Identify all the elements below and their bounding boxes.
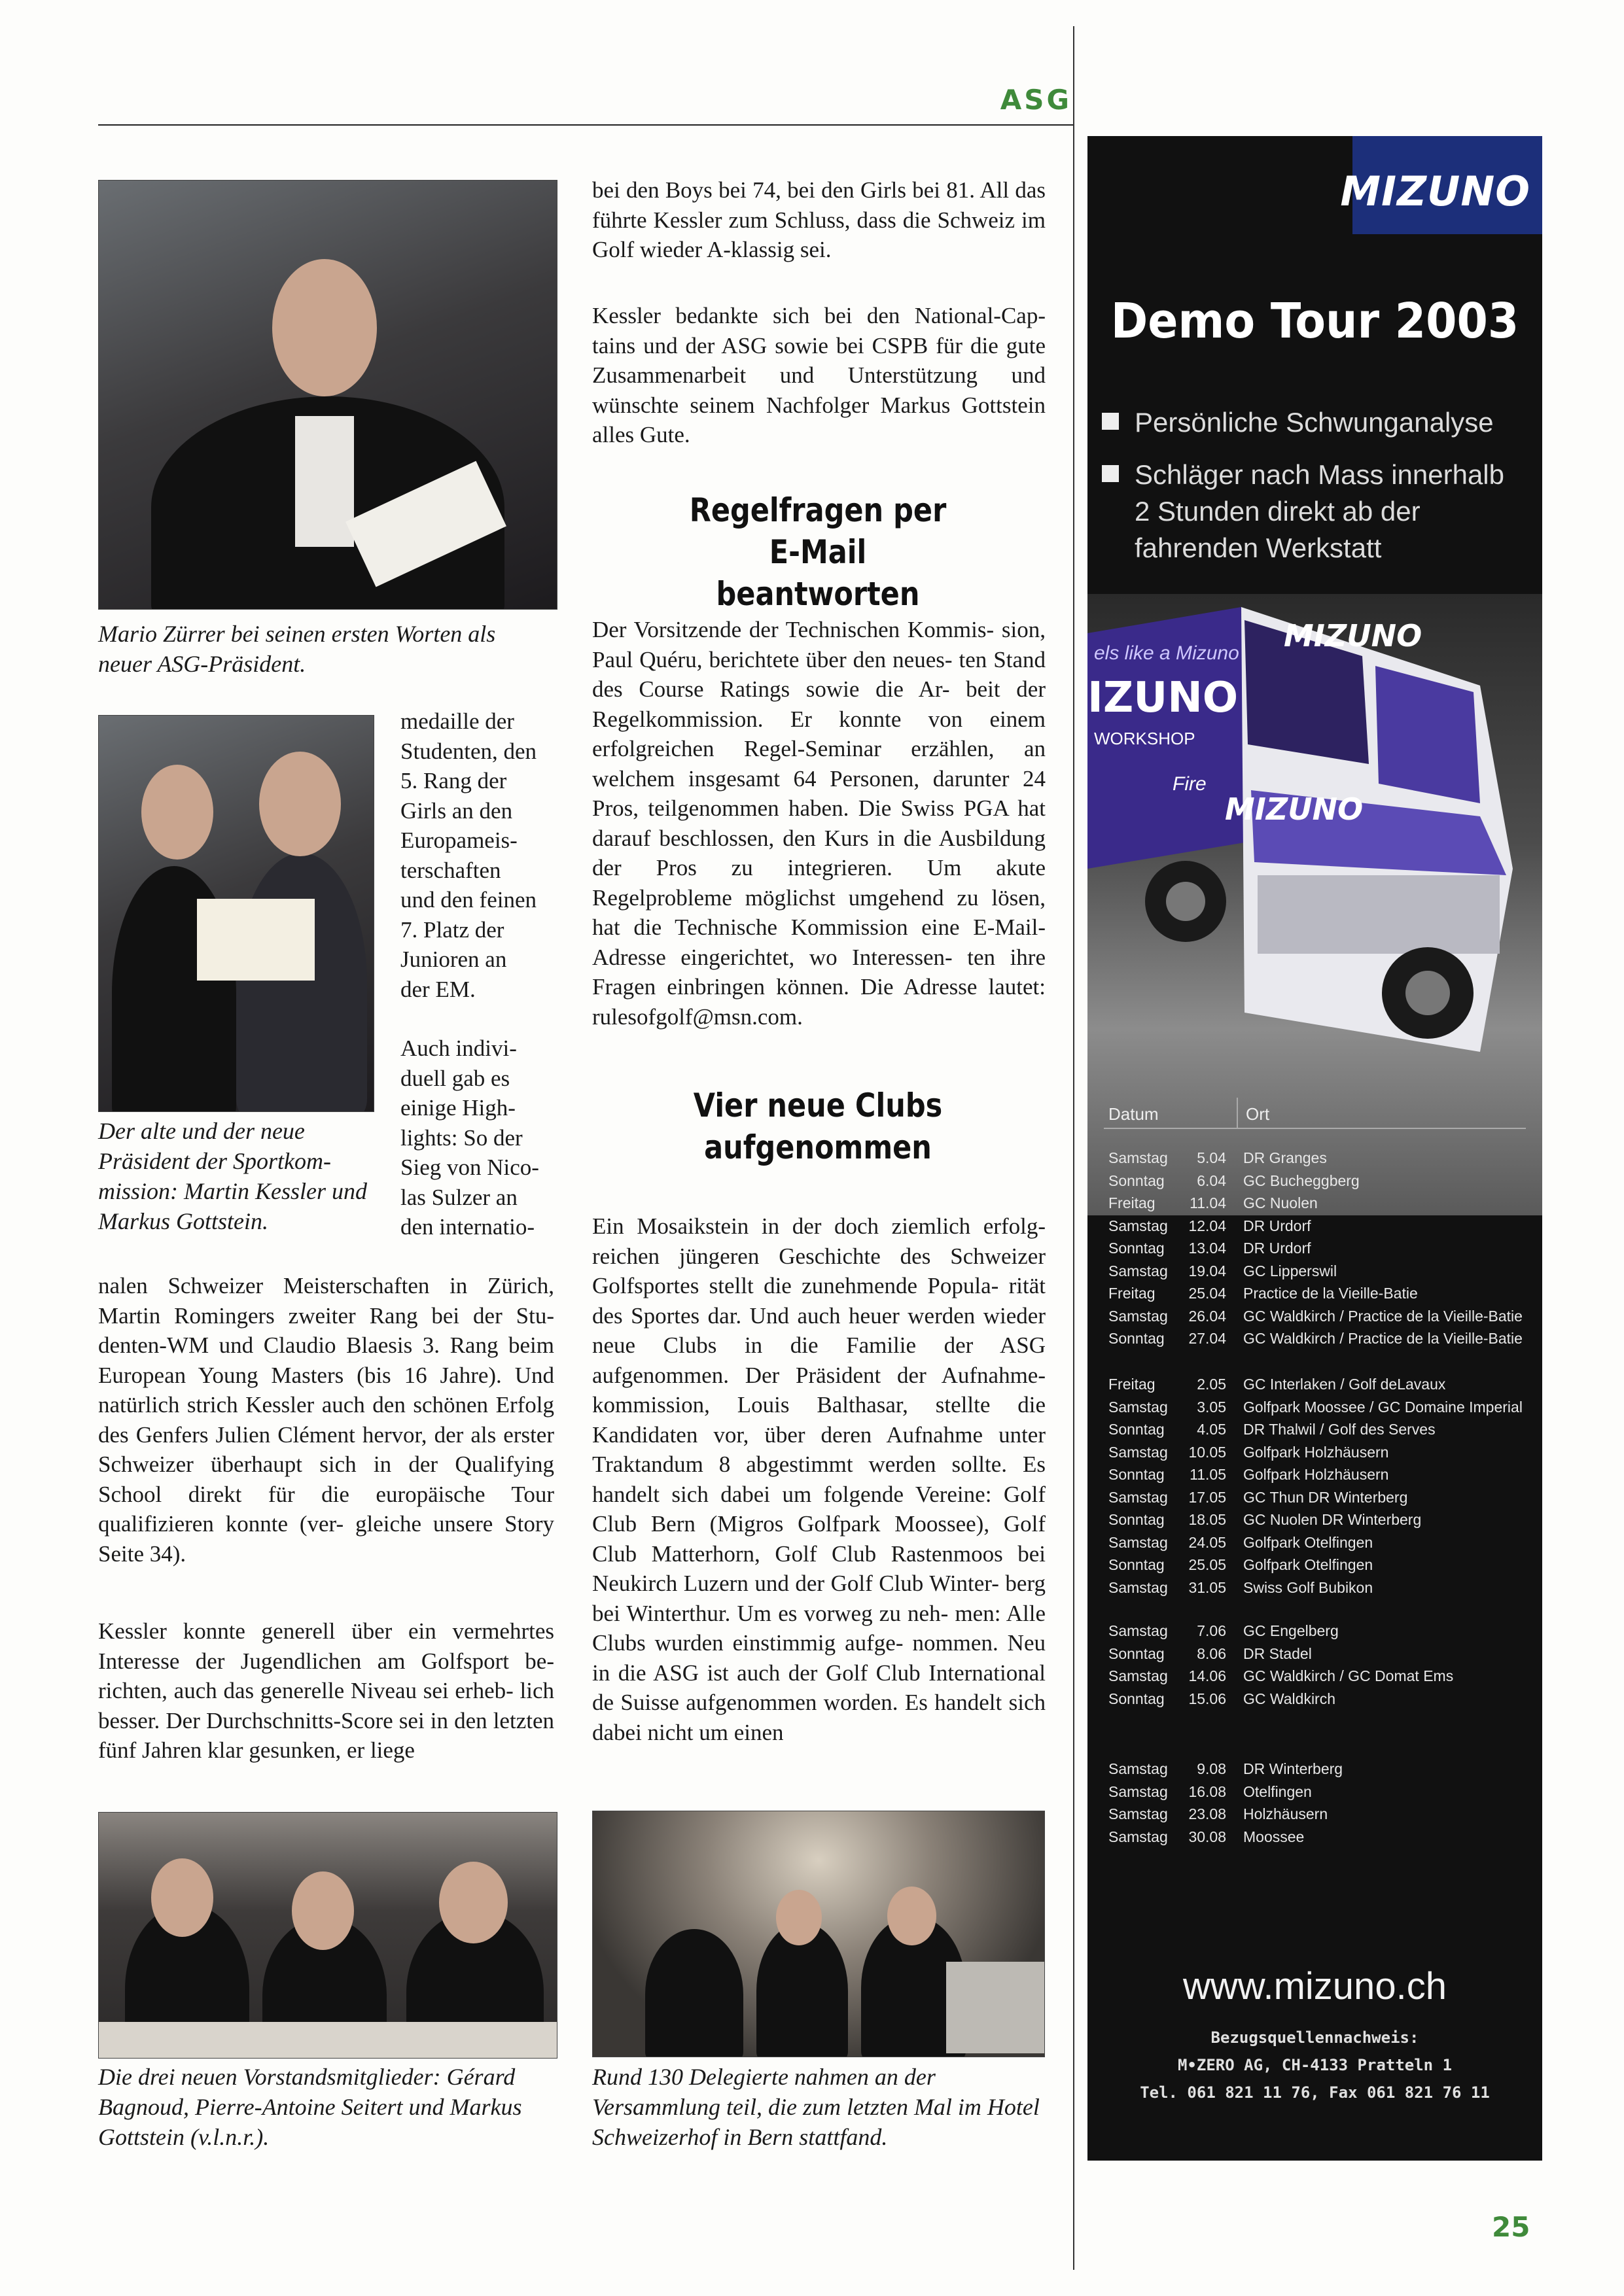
schedule-date: 4.05 <box>1197 1421 1226 1438</box>
schedule-day: Samstag <box>1108 1783 1168 1800</box>
schedule-day: Freitag <box>1108 1376 1156 1393</box>
caption-kessler-gottstein: Der alte und der neue Präsident der Sportkom- mission: Martin Kessler und Markus Gottstein. <box>98 1118 368 1234</box>
caption-new-board-members: Die drei neuen Vorstandsmitglieder: Gérard Bagnoud, Pierre-Antoine Seitert und Markus Gottstein (v.l.n.r.). <box>98 2064 522 2150</box>
article-paragraph: Kessler bedankte sich bei den National-Cap- tains und der ASG sowie bei CSPB für die gute Zusammenarbeit und Unterstützung und wünschte seinem Nachfolger Markus Gottstein alles Gute. <box>592 303 1046 447</box>
schedule-place: Otelfingen <box>1243 1783 1312 1800</box>
ad-title: Demo Tour 2003 <box>1110 293 1519 349</box>
schedule-place: GC Thun DR Winterberg <box>1243 1488 1408 1506</box>
brand-logo: ASG <box>1000 84 1072 116</box>
schedule-date: 14.06 <box>1188 1667 1226 1684</box>
schedule-day: Sonntag <box>1108 1330 1165 1347</box>
schedule-row <box>1108 1327 1541 1350</box>
wrap-line: terschaften <box>400 857 501 883</box>
wrap-line: einige High- <box>400 1095 516 1121</box>
schedule-row <box>1108 1576 1541 1599</box>
mizuno-advertisement <box>1087 136 1542 2161</box>
schedule-place: GC Waldkirch / Practice de la Vieille-Batie <box>1243 1330 1523 1347</box>
header-rule <box>98 124 1073 126</box>
photo-kessler-gottstein <box>98 715 374 1112</box>
bullet-text: Schläger nach Mass innerhalb <box>1135 459 1504 490</box>
photo-mario-zuerrer <box>98 180 557 610</box>
article-paragraph: nalen Schweizer Meisterschaften in Zürich, Martin Romingers zweiter Rang bei der Stu- denten-WM und Claudio Blaesis 3. Rang beim European Young Masters (bis 16 Jahre). Und natürlich strich Kessler auch den schönen Erfolg des Genfers Julien Clément hervor, der als erster Schweizer überhaupt sich in der Qualifying School direkt für die europäische Tour qualifizieren konnte (ver- gleiche unsere Story Seite 34). <box>98 1273 554 1567</box>
schedule-date: 10.05 <box>1188 1443 1226 1461</box>
bullet-text: Persönliche Schwunganalyse <box>1135 407 1494 438</box>
schedule-row <box>1108 1170 1541 1192</box>
schedule-place: GC Interlaken / Golf deLavaux <box>1243 1376 1446 1393</box>
schedule-row <box>1108 1237 1541 1260</box>
schedule-date: 11.04 <box>1190 1194 1226 1211</box>
schedule-day: Samstag <box>1108 1578 1168 1596</box>
schedule-place: DR Stadel <box>1243 1644 1312 1662</box>
schedule-date: 6.04 <box>1197 1172 1226 1189</box>
schedule-place: Golfpark Moossee / GC Domaine Imperial <box>1243 1398 1523 1416</box>
schedule-date: 18.05 <box>1188 1511 1226 1528</box>
article-paragraph: Ein Mosaikstein in der doch ziemlich erfolg- reichen jüngeren Geschichte des Schweizer Golfsportes stellt die zunehmende Popula- rität des Sportes dar. Und auch heuer werden wieder neue Clubs in die Familie der ASG aufgenommen. Der Präsident der Aufnahme- kommission, Louis Balthasar, stellte die Kandidaten vor, über deren Aufnahme unter Traktandum 8 abgestimmt werden sollte. Es handelt sich dabei um folgende Vereine: Golf Club Bern (Migros Golfpark Moossee), Golf Club Matterhorn, Golf Club Rastenmoos bei Neukirch Luzern und der Golf Club Winter- berg bei Winterthur. Um es vorweg zu neh- men: Alle Clubs wurden einstimmig aufge- nommen. Neu in die ASG ist auch der Golf Club International de Suisse aufgenommen worden. Es handelt sich dabei nicht um einen <box>592 1213 1046 1745</box>
schedule-row <box>1108 1665 1541 1688</box>
column-divider <box>1073 26 1074 2270</box>
schedule-place: GC Waldkirch <box>1243 1690 1335 1707</box>
schedule-row <box>1108 1215 1541 1238</box>
wrap-line: medaille der <box>400 708 514 734</box>
article-paragraph: bei den Boys bei 74, bei den Girls bei 81. All das führte Kessler zum Schluss, dass die Schweiz im Golf wieder A-klassig sei. <box>592 177 1046 262</box>
schedule-date: 25.04 <box>1188 1285 1226 1302</box>
schedule-place: DR Urdorf <box>1243 1217 1311 1234</box>
wrap-line: 7. Platz der <box>400 916 504 943</box>
schedule-date: 5.04 <box>1197 1149 1226 1166</box>
schedule-row <box>1108 1620 1541 1643</box>
schedule-date: 2.05 <box>1197 1376 1226 1393</box>
schedule-place: GC Engelberg <box>1243 1622 1339 1639</box>
schedule-date: 27.04 <box>1188 1330 1226 1347</box>
schedule-day: Sonntag <box>1108 1511 1165 1528</box>
header-date: Datum <box>1108 1104 1159 1124</box>
schedule-row <box>1108 1643 1541 1665</box>
truck-workshop: WORKSHOP <box>1094 729 1195 748</box>
schedule-place: Golfpark Holzhäusern <box>1243 1443 1389 1461</box>
wrap-line: und den feinen <box>400 887 537 913</box>
wrap-line: Sieg von Nico- <box>400 1155 539 1180</box>
article-paragraph: Der Vorsitzende der Technischen Kommis- sion, Paul Quéru, berichtete über den neues- ten Stand des Course Ratings sowie die Ar- beit der Regelkommission. Er konnte von einem erfolgreichen Regel-Seminar erzählen, an welchem insgesamt 64 Personen, darunter 24 Pros, teilgenommen haben. Die Swiss PGA hat darauf beschlossen, den Kurs in die Ausbildung der Pros zu integrieren. Um akute Regelprobleme möglichst umgehend zu lösen, hat die Technische Kommission eine E-Mail-Adresse eingerichtet, wo Interessen- ten ihre Fragen einbringen können. Die Adresse lautet: rulesofgolf@msn.com. <box>592 617 1046 1030</box>
schedule-date: 19.04 <box>1188 1262 1226 1279</box>
schedule-day: Sonntag <box>1108 1644 1165 1662</box>
schedule-date: 16.08 <box>1188 1783 1226 1800</box>
schedule-date: 13.04 <box>1188 1240 1226 1257</box>
truck-side-logo: MIZUNO <box>1225 791 1364 827</box>
schedule-row <box>1108 1260 1541 1283</box>
schedule-row <box>1108 1463 1541 1486</box>
schedule-date: 9.08 <box>1197 1760 1226 1777</box>
schedule-date: 30.08 <box>1188 1828 1226 1845</box>
truck-fire: Fire <box>1173 773 1207 795</box>
schedule-day: Samstag <box>1108 1828 1168 1845</box>
schedule-place: GC Nuolen DR Winterberg <box>1243 1511 1422 1528</box>
schedule-date: 12.04 <box>1188 1217 1226 1234</box>
wrap-line: duell gab es <box>400 1065 510 1091</box>
page-number: 25 <box>1492 2211 1530 2243</box>
schedule-place: Holzhäusern <box>1243 1805 1328 1822</box>
wrap-text-column <box>400 706 554 1242</box>
section-heading-vier-neue-clubs: Vier neue Clubs aufgenommen <box>693 1087 943 1166</box>
schedule-place: Golfpark Otelfingen <box>1243 1533 1373 1551</box>
schedule-place: Swiss Golf Bubikon <box>1243 1578 1373 1596</box>
schedule-table-june <box>1108 1620 1541 1710</box>
schedule-row <box>1108 1147 1541 1170</box>
schedule-date: 7.06 <box>1197 1622 1226 1639</box>
schedule-day: Sonntag <box>1108 1466 1165 1483</box>
wrap-line <box>400 1004 554 1034</box>
schedule-row <box>1108 1396 1541 1419</box>
schedule-date: 8.06 <box>1197 1644 1226 1662</box>
schedule-day: Samstag <box>1108 1398 1168 1416</box>
schedule-day: Sonntag <box>1108 1556 1165 1573</box>
schedule-place: GC Waldkirch / Practice de la Vieille-Batie <box>1243 1307 1523 1325</box>
website-url[interactable]: www.mizuno.ch <box>1183 1965 1447 2008</box>
supplier-title: Bezugsquellennachweis: <box>1210 2028 1419 2047</box>
schedule-place: DR Winterberg <box>1243 1760 1343 1777</box>
wrap-line: Europameis- <box>400 827 518 853</box>
photo-delegates-assembly <box>592 1811 1045 2057</box>
wrap-line: Junioren an <box>400 947 507 972</box>
schedule-table-may <box>1108 1373 1541 1599</box>
schedule-day: Samstag <box>1108 1805 1168 1822</box>
schedule-row <box>1108 1758 1541 1781</box>
schedule-date: 31.05 <box>1188 1578 1226 1596</box>
wrap-line: Girls an den <box>400 797 513 824</box>
schedule-day: Samstag <box>1108 1443 1168 1461</box>
wrap-line: Studenten, den <box>400 738 537 764</box>
wrap-line: der EM. <box>400 976 476 1002</box>
schedule-row <box>1108 1826 1541 1849</box>
schedule-day: Samstag <box>1108 1533 1168 1551</box>
mizuno-logo: MIZUNO <box>1340 167 1530 215</box>
wrap-line: Auch indivi- <box>400 1035 517 1061</box>
article-paragraph: Kessler konnte generell über ein vermehrtes Interesse der Jugendlichen am Golfsport be- richten, auch das generelle Niveau sei erheb- lich besser. Der Durchschnitts-Score sei in den letzten fünf Jahren klar gesunken, er liege <box>98 1618 554 1763</box>
schedule-place: GC Waldkirch / GC Domat Ems <box>1243 1667 1454 1684</box>
schedule-day: Samstag <box>1108 1667 1168 1684</box>
truck-cab-logo: MIZUNO <box>1284 618 1422 653</box>
schedule-day: Samstag <box>1108 1760 1168 1777</box>
schedule-day: Freitag <box>1108 1285 1156 1302</box>
schedule-date: 17.05 <box>1188 1488 1226 1506</box>
wrap-line: den internatio- <box>400 1214 535 1240</box>
schedule-table-april <box>1108 1147 1541 1350</box>
ad-bullet <box>1102 404 1494 441</box>
caption-delegates-assembly: Rund 130 Delegierte nahmen an der Versammlung teil, die zum letzten Mal im Hotel Schweizerhof in Bern stattfand. <box>592 2064 1040 2150</box>
header-place: Ort <box>1246 1104 1270 1124</box>
wrap-line: lights: So der <box>400 1124 523 1151</box>
schedule-row <box>1108 1373 1541 1396</box>
schedule-row <box>1108 1282 1541 1305</box>
supplier-name: M•ZERO AG, CH-4133 Pratteln 1 <box>1177 2056 1453 2074</box>
schedule-day: Samstag <box>1108 1622 1168 1639</box>
schedule-place: GC Lipperswil <box>1243 1262 1337 1279</box>
schedule-place: GC Nuolen <box>1243 1194 1318 1211</box>
schedule-day: Samstag <box>1108 1149 1168 1166</box>
truck-brand-left: IZUNO <box>1087 674 1239 722</box>
wrap-line: 5. Rang der <box>400 768 507 793</box>
bullet-square-icon <box>1102 413 1119 430</box>
schedule-row <box>1108 1554 1541 1576</box>
schedule-date: 25.05 <box>1188 1556 1226 1573</box>
schedule-row <box>1108 1418 1541 1441</box>
schedule-day: Samstag <box>1108 1262 1168 1279</box>
schedule-place: DR Urdorf <box>1243 1240 1311 1257</box>
schedule-row <box>1108 1441 1541 1464</box>
schedule-place: Moossee <box>1243 1828 1305 1845</box>
bullet-text-line: 2 Stunden direkt ab der <box>1135 496 1421 527</box>
schedule-row <box>1108 1781 1541 1803</box>
schedule-place: Golfpark Holzhäusern <box>1243 1466 1389 1483</box>
schedule-date: 3.05 <box>1197 1398 1226 1416</box>
caption-mario-zuerrer: Mario Zürrer bei seinen ersten Worten als neuer ASG-Präsident. <box>98 621 496 677</box>
schedule-day: Samstag <box>1108 1307 1168 1325</box>
supplier-contact: Tel. 061 821 11 76, Fax 061 821 76 11 <box>1140 2083 1490 2102</box>
schedule-row <box>1108 1305 1541 1328</box>
schedule-date: 26.04 <box>1188 1307 1226 1325</box>
schedule-day: Sonntag <box>1108 1240 1165 1257</box>
schedule-date: 11.05 <box>1190 1466 1226 1483</box>
truck-slogan: els like a Mizuno <box>1094 642 1239 664</box>
schedule-row <box>1108 1508 1541 1531</box>
schedule-row <box>1108 1192 1541 1215</box>
schedule-place: GC Bucheggberg <box>1243 1172 1360 1189</box>
schedule-day: Sonntag <box>1108 1690 1165 1707</box>
schedule-day: Sonntag <box>1108 1172 1165 1189</box>
schedule-row <box>1108 1531 1541 1554</box>
schedule-row <box>1108 1803 1541 1826</box>
schedule-date: 23.08 <box>1188 1805 1226 1822</box>
schedule-day: Samstag <box>1108 1488 1168 1506</box>
ad-bullet <box>1102 457 1504 493</box>
schedule-date: 24.05 <box>1188 1533 1226 1551</box>
schedule-table-august <box>1108 1758 1541 1848</box>
section-heading-regelfragen: Regelfragen per E-Mail beantworten <box>689 491 947 613</box>
schedule-day: Sonntag <box>1108 1421 1165 1438</box>
schedule-place: DR Granges <box>1243 1149 1327 1166</box>
photo-new-board-members <box>98 1812 557 2059</box>
bullet-square-icon <box>1102 465 1119 482</box>
schedule-place: Practice de la Vieille-Batie <box>1243 1285 1418 1302</box>
schedule-date: 15.06 <box>1188 1690 1226 1707</box>
schedule-place: DR Thalwil / Golf des Serves <box>1243 1421 1436 1438</box>
schedule-place: Golfpark Otelfingen <box>1243 1556 1373 1573</box>
schedule-day: Freitag <box>1108 1194 1156 1211</box>
schedule-row <box>1108 1688 1541 1711</box>
wrap-line: las Sulzer an <box>400 1184 518 1210</box>
bullet-text-line: fahrenden Werkstatt <box>1135 532 1382 563</box>
schedule-day: Samstag <box>1108 1217 1168 1234</box>
schedule-row <box>1108 1486 1541 1509</box>
